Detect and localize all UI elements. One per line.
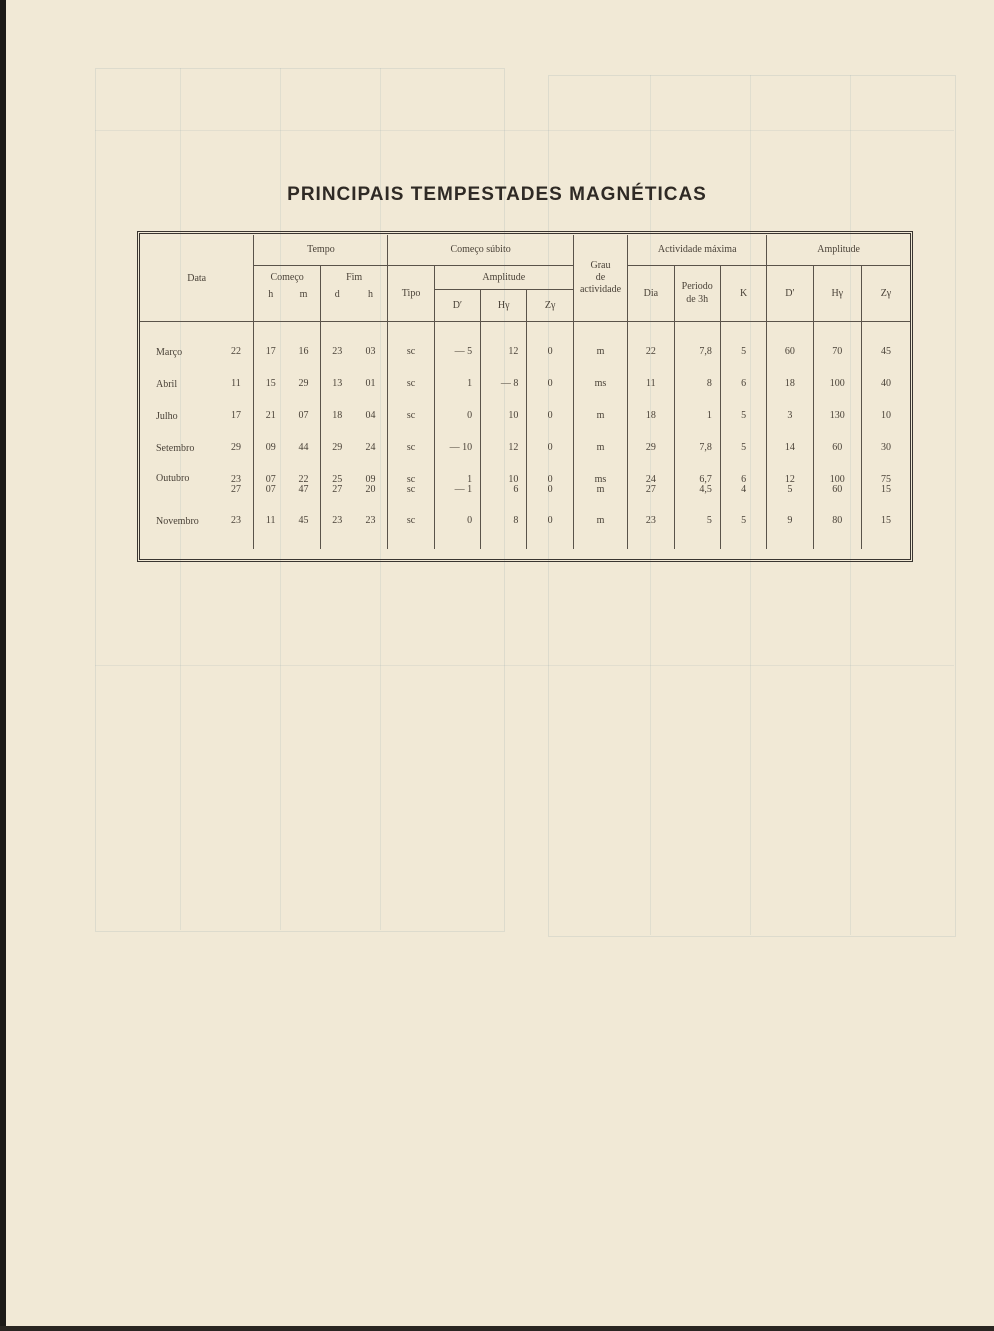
cell-tipo (388, 432, 434, 464)
table-row (140, 432, 910, 464)
cell-sc-z (527, 400, 573, 432)
cell-value: 24 (645, 473, 656, 485)
cell-month (140, 432, 219, 464)
cell-value: 15 (265, 378, 276, 389)
cell-value: 22 (645, 346, 656, 357)
cell-start-m (287, 505, 320, 549)
cell-value: 22 (230, 346, 241, 357)
cell-value: 0 (547, 483, 553, 495)
cell-end-h (354, 464, 388, 505)
table-row (140, 505, 910, 549)
cell-amp-z (861, 464, 910, 505)
header-comeco: Começo (254, 265, 321, 289)
show-through-line (95, 130, 954, 131)
cell-max-periodo (674, 464, 720, 505)
table-row (140, 464, 910, 505)
cell-value: ms (594, 378, 607, 389)
cell-value: 1 (706, 410, 712, 421)
cell-value: 0 (547, 442, 553, 453)
cell-sc-z (527, 368, 573, 400)
cell-start-m (287, 400, 320, 432)
cell-start-h (254, 368, 287, 400)
cell-value: Abril (156, 378, 178, 390)
cell-end-d (320, 432, 353, 464)
cell-grau (573, 464, 627, 505)
cell-value: 47 (298, 483, 309, 495)
cell-max-periodo (674, 322, 720, 369)
cell-value: Julho (156, 410, 178, 422)
cell-value: 0 (547, 346, 553, 357)
cell-max-dia (628, 505, 674, 549)
cell-value: 13 (332, 378, 343, 389)
cell-sc-z (527, 322, 573, 369)
cell-amp-d (767, 464, 813, 505)
cell-grau (573, 505, 627, 549)
cell-value: 18 (784, 378, 795, 389)
cell-value: 0 (467, 515, 473, 526)
cell-value: 70 (832, 346, 843, 357)
cell-end-h (354, 505, 388, 549)
cell-start-h (254, 400, 287, 432)
cell-amp-h (813, 464, 861, 505)
cell-value: 0 (547, 515, 553, 526)
cell-month (140, 322, 219, 369)
cell-value: 23 (230, 473, 241, 485)
cell-start-m (287, 322, 320, 369)
cell-month (140, 464, 219, 505)
cell-value: 6 (513, 483, 519, 495)
cell-value: 5 (787, 483, 793, 495)
cell-sc-h (481, 322, 527, 369)
cell-sc-d (434, 432, 480, 464)
cell-value: — 5 (454, 346, 473, 357)
cell-end-d (320, 464, 353, 505)
cell-value: 24 (365, 442, 376, 453)
cell-value: 60 (832, 483, 843, 495)
cell-value: — 10 (449, 442, 473, 453)
cell-max-dia (628, 464, 674, 505)
cell-max-dia (628, 400, 674, 432)
cell-sc-d (434, 505, 480, 549)
cell-value: 18 (332, 410, 343, 421)
cell-grau (573, 368, 627, 400)
cell-value: m (596, 515, 605, 526)
cell-max-k (720, 400, 766, 432)
page-title: PRINCIPAIS TEMPESTADES MAGNÉTICAS (287, 184, 707, 205)
cell-amp-h (813, 322, 861, 369)
cell-sc-h (481, 505, 527, 549)
cell-value: 45 (880, 346, 891, 357)
cell-start-m (287, 432, 320, 464)
cell-value: 45 (298, 515, 309, 526)
cell-value: 4,5 (699, 483, 712, 495)
cell-value: ms (594, 473, 607, 485)
cell-value: 75 (880, 473, 891, 485)
header-d: d (320, 289, 353, 321)
cell-value: 15 (880, 515, 891, 526)
cell-value: 5 (741, 442, 747, 453)
cell-value: 6 (741, 473, 747, 485)
cell-max-k (720, 432, 766, 464)
cell-value: 03 (365, 346, 376, 357)
cell-amp-d (767, 505, 813, 549)
cell-max-periodo (674, 400, 720, 432)
cell-amp-h (813, 400, 861, 432)
cell-day (219, 400, 254, 432)
cell-value: 30 (880, 442, 891, 453)
cell-amp-d (767, 322, 813, 369)
header-data: Data (187, 272, 207, 284)
cell-start-m (287, 464, 320, 505)
cell-amp-d (767, 432, 813, 464)
cell-value: 16 (298, 346, 309, 357)
cell-end-h (354, 322, 388, 369)
cell-sc-d (434, 322, 480, 369)
cell-month (140, 368, 219, 400)
cell-end-h (354, 368, 388, 400)
header-tipo: Tipo (388, 265, 434, 321)
cell-max-periodo (674, 432, 720, 464)
cell-day (219, 464, 254, 505)
cell-value: 20 (365, 483, 376, 495)
cell-value: 130 (829, 410, 845, 421)
cell-end-d (320, 400, 353, 432)
cell-value: 17 (265, 346, 276, 357)
cell-sc-z (527, 432, 573, 464)
cell-value: 12 (508, 346, 519, 357)
cell-sc-h (481, 464, 527, 505)
cell-sc-d (434, 368, 480, 400)
cell-value: — 1 (454, 483, 473, 495)
table-body (140, 322, 910, 550)
cell-value: Novembro (156, 515, 199, 527)
cell-value: 27 (230, 483, 241, 495)
cell-value: 1 (467, 378, 473, 389)
cell-amp-d (767, 368, 813, 400)
cell-value: Março (156, 346, 183, 358)
cell-amp-z (861, 432, 910, 464)
cell-start-h (254, 464, 287, 505)
cell-value: 11 (646, 378, 656, 389)
page-bottom-edge (0, 1326, 994, 1331)
cell-value: 23 (365, 515, 376, 526)
cell-amp-z (861, 322, 910, 369)
cell-tipo (388, 464, 434, 505)
cell-value: 0 (467, 410, 473, 421)
cell-value: 18 (645, 410, 656, 421)
cell-value: 1 (467, 473, 473, 485)
cell-value: m (596, 442, 605, 453)
header-tempo: Tempo (254, 235, 388, 265)
cell-value: 11 (265, 515, 276, 526)
cell-end-d (320, 322, 353, 369)
cell-max-k (720, 322, 766, 369)
header-actividade-maxima: Actividade máxima (628, 235, 767, 265)
cell-tipo (388, 322, 434, 369)
cell-amp-z (861, 400, 910, 432)
cell-grau (573, 432, 627, 464)
cell-value: m (596, 346, 605, 357)
cell-day (219, 322, 254, 369)
cell-value: 0 (547, 473, 553, 485)
cell-month (140, 505, 219, 549)
header-amplitude-subito: Amplitude (434, 265, 573, 289)
cell-value: 10 (508, 410, 519, 421)
cell-value: 29 (645, 442, 656, 453)
cell-value: 17 (230, 410, 241, 421)
magnetic-storms-table (140, 235, 910, 549)
cell-value: 40 (880, 378, 891, 389)
cell-value: 9 (787, 515, 793, 526)
header-amp-d: D′ (767, 265, 813, 321)
header-grau-line2: de (595, 272, 606, 283)
cell-max-periodo (674, 368, 720, 400)
header-k: K (720, 265, 766, 321)
cell-value: 12 (508, 442, 519, 453)
header-comeco-subito: Começo súbito (388, 235, 573, 265)
cell-tipo (388, 368, 434, 400)
cell-value: — 8 (500, 378, 519, 389)
cell-max-k (720, 505, 766, 549)
cell-value: 6 (741, 378, 747, 389)
cell-value: 27 (645, 483, 656, 495)
cell-value: 5 (741, 410, 747, 421)
header-amp-z: Zγ (861, 265, 910, 321)
header-m: m (299, 289, 308, 300)
header-amp-h: Hγ (813, 265, 861, 321)
cell-value: m (596, 483, 605, 495)
cell-value: 8 (706, 378, 712, 389)
cell-amp-z (861, 505, 910, 549)
cell-sc-h (481, 432, 527, 464)
cell-value: 22 (298, 473, 309, 485)
cell-value: 80 (832, 515, 843, 526)
header-h2: h (368, 289, 373, 300)
cell-end-d (320, 368, 353, 400)
cell-value: 07 (265, 473, 276, 485)
cell-sc-z (527, 505, 573, 549)
cell-value: sc (406, 473, 416, 485)
cell-sc-d (434, 464, 480, 505)
table-row (140, 400, 910, 432)
cell-amp-h (813, 432, 861, 464)
header-sc-d: D′ (434, 289, 480, 321)
cell-day (219, 432, 254, 464)
cell-value: 100 (829, 378, 845, 389)
header-periodo-line2: de 3h (686, 294, 709, 306)
cell-value: 10 (508, 473, 519, 485)
cell-amp-h (813, 368, 861, 400)
cell-value: sc (406, 442, 416, 453)
cell-value: m (596, 410, 605, 421)
cell-value: 04 (365, 410, 376, 421)
cell-value: 07 (265, 483, 276, 495)
cell-amp-h (813, 505, 861, 549)
cell-max-periodo (674, 505, 720, 549)
cell-month (140, 400, 219, 432)
header-dia: Dia (628, 265, 674, 321)
cell-value: Setembro (156, 442, 195, 454)
cell-sc-h (481, 400, 527, 432)
cell-day (219, 368, 254, 400)
cell-value: 60 (832, 442, 843, 453)
table-row (140, 368, 910, 400)
cell-value: 3 (787, 410, 793, 421)
cell-sc-h (481, 368, 527, 400)
cell-value: 15 (880, 483, 891, 495)
header-grau (573, 235, 627, 321)
cell-value: 29 (332, 442, 343, 453)
cell-value: 60 (784, 346, 795, 357)
cell-sc-z (527, 464, 573, 505)
cell-max-k (720, 464, 766, 505)
cell-value: 23 (645, 515, 656, 526)
header-h: h (254, 289, 287, 321)
cell-max-dia (628, 432, 674, 464)
cell-start-h (254, 505, 287, 549)
cell-value: sc (406, 346, 416, 357)
cell-value: 29 (230, 442, 241, 453)
header-grau-line3: actividade (579, 284, 622, 295)
cell-value: 7,8 (699, 442, 712, 453)
cell-max-dia (628, 322, 674, 369)
cell-end-d (320, 505, 353, 549)
cell-end-h (354, 432, 388, 464)
cell-end-h (354, 400, 388, 432)
cell-grau (573, 400, 627, 432)
cell-grau (573, 322, 627, 369)
header-fim: Fim (320, 265, 388, 289)
show-through-line (95, 665, 954, 666)
cell-tipo (388, 505, 434, 549)
cell-max-dia (628, 368, 674, 400)
cell-value: 11 (231, 378, 241, 389)
cell-value: sc (406, 378, 416, 389)
cell-value: 7,8 (699, 346, 712, 357)
cell-value: 6,7 (699, 473, 712, 485)
cell-start-m (287, 368, 320, 400)
cell-start-h (254, 322, 287, 369)
table-row (140, 322, 910, 369)
cell-value: 8 (513, 515, 519, 526)
header-sc-z: Zγ (527, 289, 573, 321)
cell-amp-d (767, 400, 813, 432)
cell-value: 07 (298, 410, 309, 421)
header-sc-h: Hγ (481, 289, 527, 321)
cell-value: 5 (741, 346, 747, 357)
cell-tipo (388, 400, 434, 432)
header-periodo-line1: Periodo (681, 281, 713, 293)
cell-value: 5 (706, 515, 712, 526)
cell-value: Outubro (156, 473, 190, 484)
cell-max-k (720, 368, 766, 400)
cell-value: 25 (332, 473, 343, 485)
cell-sc-d (434, 400, 480, 432)
header-grau-line1: Grau (590, 260, 611, 271)
cell-value: sc (406, 483, 416, 495)
cell-value: 09 (365, 473, 376, 485)
cell-value: 01 (365, 378, 376, 389)
cell-value: 09 (265, 442, 276, 453)
cell-day (219, 505, 254, 549)
cell-value: 29 (298, 378, 309, 389)
cell-value: 4 (741, 483, 747, 495)
cell-value: 27 (332, 483, 343, 495)
cell-value: 100 (829, 473, 845, 485)
cell-value: 23 (230, 515, 241, 526)
cell-value: 21 (265, 410, 276, 421)
header-periodo (674, 265, 720, 321)
cell-value: 23 (332, 515, 343, 526)
cell-start-h (254, 432, 287, 464)
cell-value: sc (406, 515, 416, 526)
header-amplitude-total: Amplitude (767, 235, 910, 265)
cell-value: 14 (784, 442, 795, 453)
cell-value: 0 (547, 378, 553, 389)
cell-value: 44 (298, 442, 309, 453)
cell-value: 12 (784, 473, 795, 485)
cell-value: 5 (741, 515, 747, 526)
cell-value: sc (406, 410, 416, 421)
cell-value: 23 (332, 346, 343, 357)
cell-value: 10 (880, 410, 891, 421)
cell-amp-z (861, 368, 910, 400)
cell-value: 0 (547, 410, 553, 421)
